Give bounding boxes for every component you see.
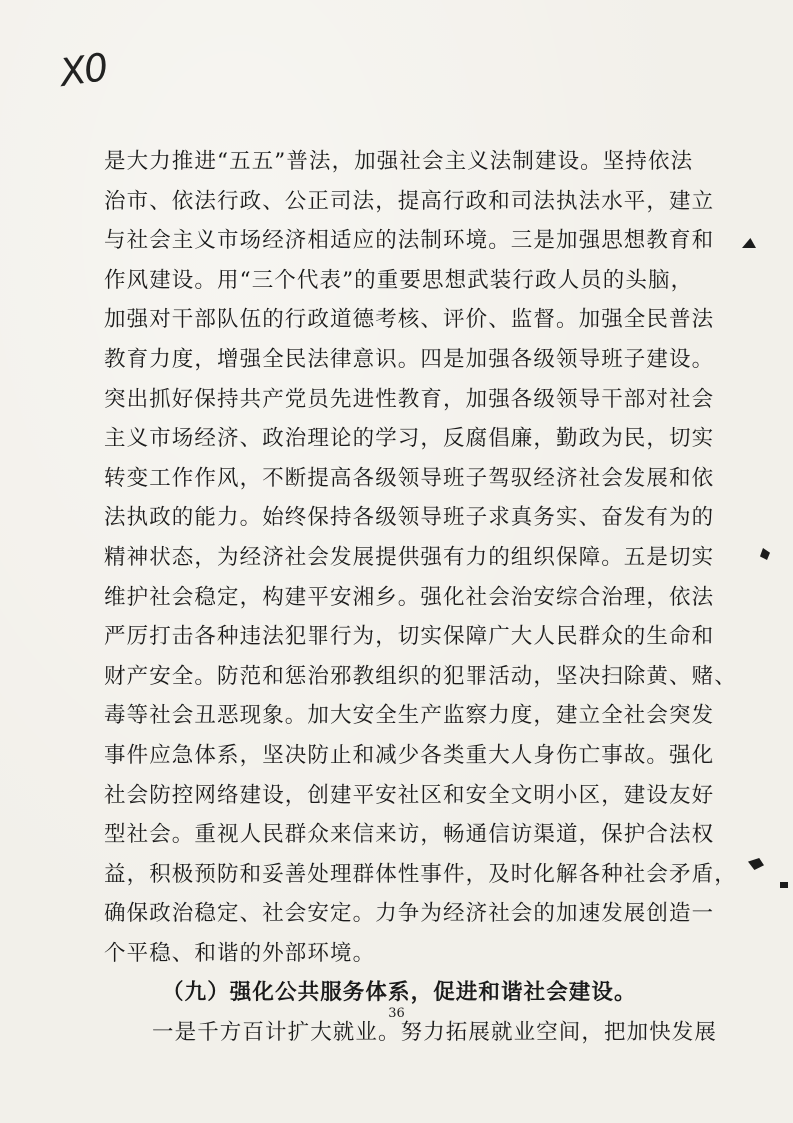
paragraph-line: 个平稳、和谐的外部环境。 bbox=[104, 940, 376, 966]
page-number: 36 bbox=[388, 1006, 405, 1021]
paragraph-line: 治市、依法行政、公正司法，提高行政和司法执法水平，建立 bbox=[104, 188, 715, 214]
scan-speck bbox=[780, 882, 788, 888]
paragraph-line: 加强对干部队伍的行政道德考核、评价、监督。加强全民普法 bbox=[104, 307, 715, 333]
section-heading: （九）强化公共服务体系，促进和谐社会建设。 bbox=[162, 980, 637, 1006]
scan-speck bbox=[760, 548, 770, 560]
paragraph-line: 毒等社会丑恶现象。加大安全生产监察力度，建立全社会突发 bbox=[104, 703, 715, 729]
paragraph-line: 一是千方百计扩大就业。努力拓展就业空间，把加快发展 bbox=[152, 1020, 718, 1046]
paragraph-line: 维护社会稳定，构建平安湘乡。强化社会治安综合治理，依法 bbox=[104, 584, 715, 610]
paragraph-line: 严厉打击各种违法犯罪行为，切实保障广大人民群众的生命和 bbox=[104, 624, 715, 650]
paragraph-line: 确保政治稳定、社会安定。力争为经济社会的加速发展创造一 bbox=[104, 901, 715, 927]
paragraph-line: 法执政的能力。始终保持各级领导班子求真务实、奋发有为的 bbox=[104, 505, 715, 531]
paragraph-line: 是大力推进“五五”普法，加强社会主义法制建设。坚持依法 bbox=[104, 149, 694, 174]
scan-speck bbox=[748, 858, 764, 870]
paragraph-line: 社会防控网络建设，创建平安社区和安全文明小区，建设友好 bbox=[104, 782, 715, 808]
paragraph-line: 型社会。重视人民群众来信来访，畅通信访渠道，保护合法权 bbox=[104, 822, 715, 848]
paragraph-line: 作风建设。用“三个代表”的重要思想武装行政人员的头脑， bbox=[104, 267, 694, 293]
body-text bbox=[104, 142, 737, 1053]
paragraph-line: 事件应急体系，坚决防止和减少各类重大人身伤亡事故。强化 bbox=[104, 742, 715, 768]
handwritten-annotation: X0 bbox=[57, 44, 110, 96]
paragraph-line: 突出抓好保持共产党员先进性教育，加强各级领导干部对社会 bbox=[104, 386, 715, 412]
paragraph-line: 转变工作作风，不断提高各级领导班子驾驭经济社会发展和依 bbox=[104, 465, 715, 491]
paragraph-line: 财产安全。防范和惩治邪教组织的犯罪活动，坚决扫除黄、赌、 bbox=[104, 663, 737, 689]
paragraph-line: 精神状态，为经济社会发展提供强有力的组织保障。五是切实 bbox=[104, 544, 715, 570]
scan-speck bbox=[742, 238, 756, 248]
paragraph-line: 与社会主义市场经济相适应的法制环境。三是加强思想教育和 bbox=[104, 228, 715, 254]
paragraph-line: 教育力度，增强全民法律意识。四是加强各级领导班子建设。 bbox=[104, 346, 715, 372]
paragraph-line: 益，积极预防和妥善处理群体性事件，及时化解各种社会矛盾， bbox=[104, 861, 737, 887]
paragraph-line: 主义市场经济、政治理论的学习，反腐倡廉，勤政为民，切实 bbox=[104, 426, 715, 452]
